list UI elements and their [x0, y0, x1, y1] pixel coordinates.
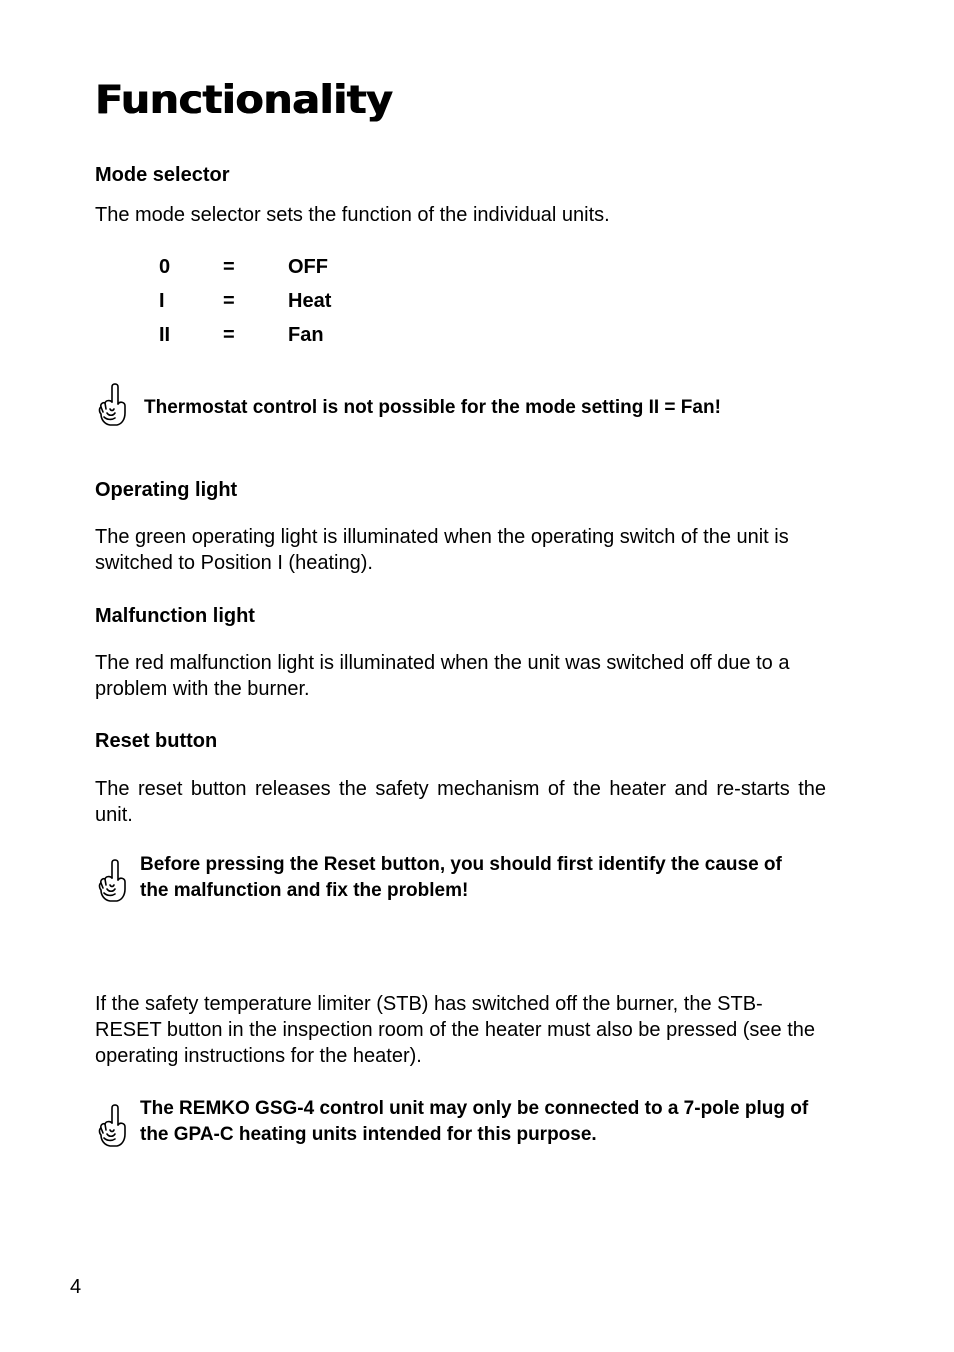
connection-note: The REMKO GSG-4 control unit may only be connected to a 7-pole plug of the GPA-C heating units intended for this purpose. — [140, 1098, 809, 1145]
mode-value: Fan — [288, 324, 324, 346]
pointing-hand-icon — [98, 1103, 128, 1149]
mode-equals: = — [223, 290, 235, 312]
mode-equals: = — [223, 324, 235, 346]
mode-value: OFF — [288, 256, 328, 278]
mode-value: Heat — [288, 290, 332, 312]
page-title: Functionality — [95, 78, 393, 123]
mode-equals: = — [223, 256, 235, 278]
malfunction-light-text: The red malfunction light is illuminated when the unit was switched off due to a problem with the burner. — [95, 652, 790, 700]
thermostat-note: Thermostat control is not possible for the mode setting II = Fan! — [144, 397, 721, 418]
pointing-hand-icon — [98, 382, 128, 428]
reset-note: Before pressing the Reset button, you should first identify the cause of the malfunction and fix the problem! — [140, 854, 782, 901]
mode-key: 0 — [159, 256, 171, 278]
reset-button-heading: Reset button — [95, 730, 218, 752]
mode-selector-text: The mode selector sets the function of the individual units. — [95, 204, 610, 226]
pointing-hand-icon — [98, 858, 128, 904]
mode-key: II — [159, 324, 171, 346]
operating-light-text: The green operating light is illuminated when the operating switch of the unit is switched to Position I (heating). — [95, 526, 789, 574]
mode-selector-heading: Mode selector — [95, 164, 230, 186]
mode-key: I — [159, 290, 165, 312]
operating-light-heading: Operating light — [95, 479, 238, 501]
page-number: 4 — [70, 1276, 82, 1298]
stb-text: If the safety temperature limiter (STB) has switched off the burner, the STB-RESET button in the inspection room of the heater must also be pressed (see the operating instructions for the heater). — [95, 993, 816, 1067]
malfunction-light-heading: Malfunction light — [95, 605, 255, 627]
reset-button-text: The reset button releases the safety mechanism of the heater and re-starts the unit. — [95, 778, 826, 826]
